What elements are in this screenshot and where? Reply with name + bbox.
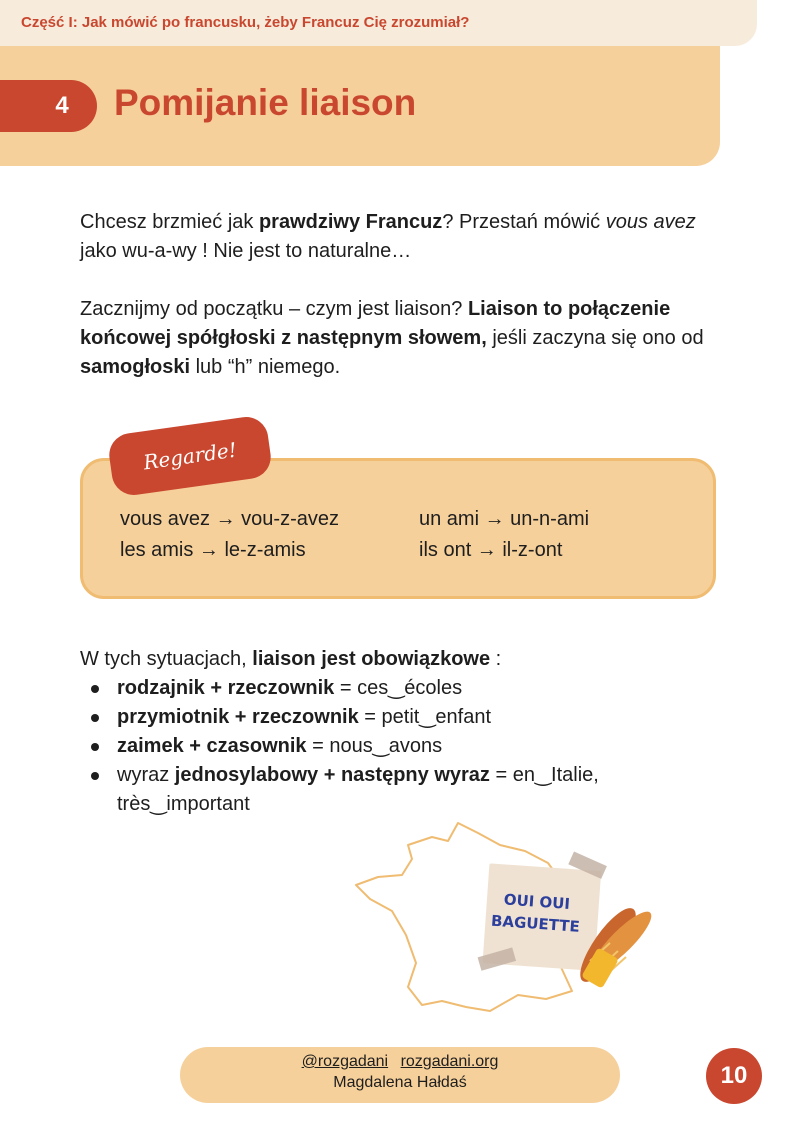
example-item: vous avez → vou-z-avez (120, 508, 339, 530)
rule-bold: przymiotnik + rzeczownik (117, 706, 359, 728)
rule-text: = nous‿avons (306, 735, 443, 757)
section-title: Część I: Jak mówić po francusku, żeby Francuz Cię zrozumiał? (21, 14, 470, 31)
chapter-number: 4 (55, 92, 69, 119)
footer-links (180, 1053, 620, 1071)
example-item: un ami → un-n-ami (419, 508, 590, 530)
note-text-line1: OUI OUI (503, 890, 571, 914)
text: : (490, 648, 502, 670)
rule-text: = en‿Italie, très‿important (117, 764, 599, 815)
website-link[interactable]: rozgadani.org (400, 1053, 499, 1070)
rule-item (89, 703, 709, 732)
text: Zacznijmy od początku – czym jest liaison? (80, 298, 468, 320)
instagram-link[interactable]: @rozgadani (301, 1053, 389, 1070)
text: lub “h” niemego. (190, 356, 341, 378)
rule-item (89, 761, 709, 819)
rules-list (89, 674, 709, 819)
italic-text: vous avez (605, 211, 696, 233)
top-bar (0, 0, 757, 46)
text: jako wu-a-wy ! Nie jest to naturalne… (80, 240, 412, 262)
rule-bold: zaimek + czasownik (117, 735, 307, 757)
rules-intro (80, 645, 720, 674)
example-item: les amis → le-z-amis (120, 539, 306, 561)
example-item: ils ont → il-z-ont (419, 539, 563, 561)
text: jeśli zaczyna się ono od (486, 327, 704, 349)
bold-text: samogłoski (80, 356, 191, 378)
intro-paragraph-1 (80, 208, 720, 266)
bold-text: liaison jest obowiązkowe (252, 648, 491, 670)
rule-text: = ces‿écoles (334, 677, 463, 699)
text: ? Przestań mówić (442, 211, 606, 233)
note-text-line2: BAGUETTE (490, 911, 581, 936)
rule-bold: jednosylabowy + następny wyraz (174, 764, 490, 786)
rule-item (89, 674, 709, 703)
regarde-label: Regarde! (141, 437, 239, 475)
bold-text: Liaison to połączenie końcowej spółgłoski z następnym słowem, (80, 298, 671, 349)
text: Chcesz brzmieć jak (80, 211, 259, 233)
text: W tych sytuacjach, (80, 648, 253, 670)
rule-item (89, 732, 709, 761)
rule-bold: rodzajnik + rzeczownik (117, 677, 335, 699)
chapter-title: Pomijanie liaison (114, 82, 417, 123)
footer-author: Magdalena Hałdaś (333, 1074, 467, 1091)
rule-text: wyraz (117, 764, 175, 786)
france-baguette-illustration (350, 815, 670, 1025)
bold-text: prawdziwy Francuz (258, 211, 443, 233)
page-number: 10 (706, 1048, 762, 1104)
intro-paragraph-2 (80, 295, 720, 382)
rule-text: = petit‿enfant (358, 706, 492, 728)
